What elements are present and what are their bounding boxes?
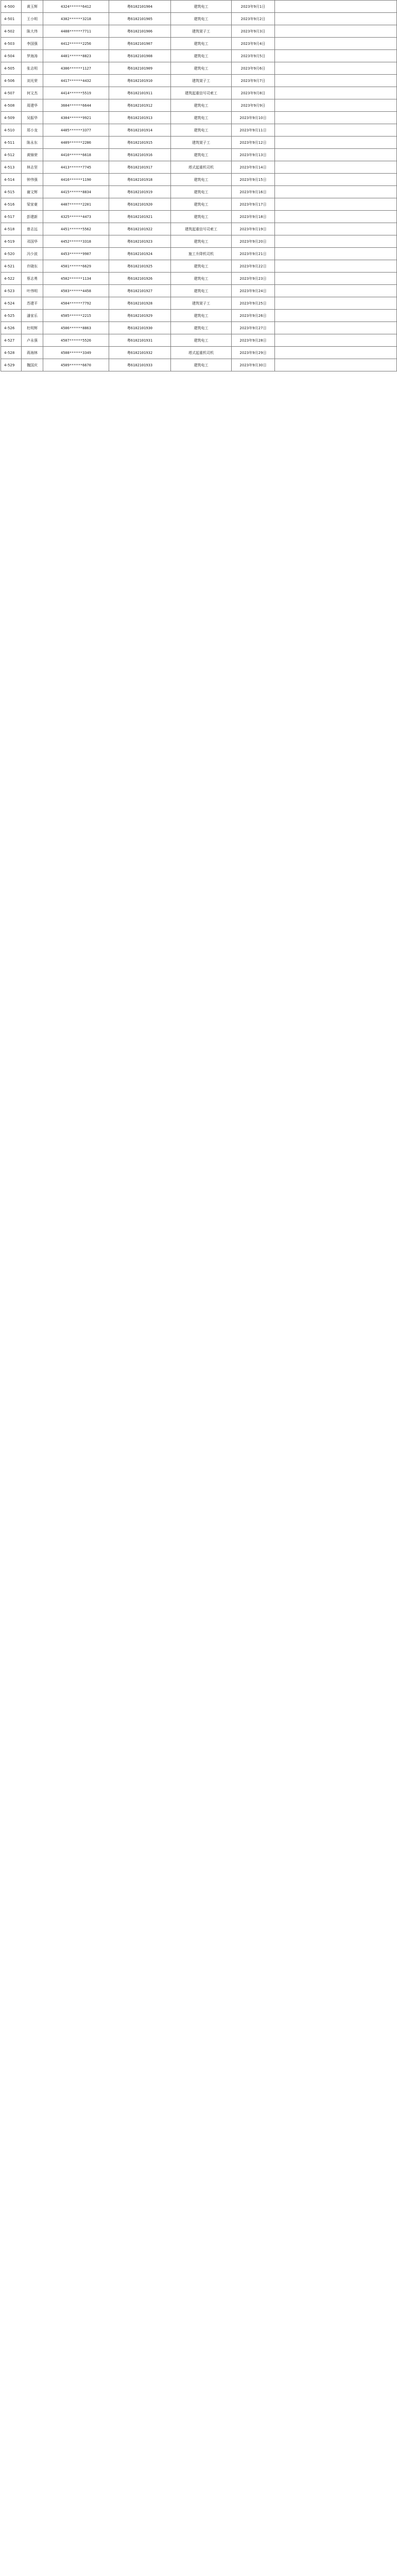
worker-name: 曾志远: [22, 223, 43, 235]
table-row: [1, 124, 397, 137]
id-number: 4304******9921: [43, 112, 109, 124]
id-number: 4507******5526: [43, 334, 109, 347]
blank-cell: [275, 62, 397, 75]
certificate-number: 粤6102101932: [109, 347, 171, 359]
blank-cell: [275, 186, 397, 198]
certificate-number: 粤6102101925: [109, 260, 171, 273]
table-row: [1, 198, 397, 211]
id-number: 4509******6670: [43, 359, 109, 371]
table-row: [1, 359, 397, 371]
trade: 塔式起重机司机: [171, 347, 232, 359]
id-number: 4417******4432: [43, 75, 109, 87]
worker-name: 刘光荣: [22, 75, 43, 87]
trade: 建筑电工: [171, 149, 232, 161]
certificate-number: 粤6102101918: [109, 174, 171, 186]
blank-cell: [275, 273, 397, 285]
blank-cell: [275, 38, 397, 50]
worker-name: 李国强: [22, 38, 43, 50]
issue-date: 2023年9月14日: [232, 161, 275, 174]
table-row: [1, 75, 397, 87]
issue-date: 2023年9月27日: [232, 322, 275, 334]
blank-cell: [275, 174, 397, 186]
worker-name: 陈永东: [22, 137, 43, 149]
row-number: 4-512: [1, 149, 22, 161]
issue-date: 2023年9月23日: [232, 273, 275, 285]
table-row: [1, 13, 397, 25]
certificate-number: 粤6102101919: [109, 186, 171, 198]
worker-name: 黄玉辉: [22, 1, 43, 13]
id-number: 4508******3349: [43, 347, 109, 359]
issue-date: 2023年9月6日: [232, 62, 275, 75]
trade: 建筑电工: [171, 359, 232, 371]
trade: 建筑电工: [171, 174, 232, 186]
worker-name: 许晓东: [22, 260, 43, 273]
trade: 塔式起重机司机: [171, 161, 232, 174]
row-number: 4-521: [1, 260, 22, 273]
id-number: 4413******7745: [43, 161, 109, 174]
issue-date: 2023年9月29日: [232, 347, 275, 359]
table-row: [1, 174, 397, 186]
certificate-number: 粤6102101915: [109, 137, 171, 149]
issue-date: 2023年9月10日: [232, 112, 275, 124]
worker-name: 郑小龙: [22, 124, 43, 137]
blank-cell: [275, 198, 397, 211]
certificate-number: 粤6102101907: [109, 38, 171, 50]
trade: 建筑电工: [171, 50, 232, 62]
id-number: 4414******5519: [43, 87, 109, 99]
trade: 建筑电工: [171, 1, 232, 13]
id-number: 4302******3218: [43, 13, 109, 25]
issue-date: 2023年9月5日: [232, 50, 275, 62]
worker-name: 王小明: [22, 13, 43, 25]
trade: 建筑起重信号司索工: [171, 223, 232, 235]
certificate-number: 粤6102101928: [109, 297, 171, 310]
trade: 建筑电工: [171, 273, 232, 285]
worker-name: 苏建平: [22, 297, 43, 310]
row-number: 4-529: [1, 359, 22, 371]
worker-name: 陈大伟: [22, 25, 43, 38]
blank-cell: [275, 347, 397, 359]
id-number: 4416******1190: [43, 174, 109, 186]
table-row: [1, 137, 397, 149]
row-number: 4-520: [1, 248, 22, 260]
row-number: 4-506: [1, 75, 22, 87]
issue-date: 2023年9月21日: [232, 248, 275, 260]
trade: 建筑电工: [171, 235, 232, 248]
issue-date: 2023年9月9日: [232, 99, 275, 112]
row-number: 4-516: [1, 198, 22, 211]
trade: 建筑电工: [171, 211, 232, 223]
worker-name: 蔡志勇: [22, 273, 43, 285]
trade: 建筑起重信号司索工: [171, 87, 232, 99]
worker-name: 张志明: [22, 62, 43, 75]
trade: 施工升降机司机: [171, 248, 232, 260]
issue-date: 2023年9月30日: [232, 359, 275, 371]
certificate-number: 粤6102101906: [109, 25, 171, 38]
trade: 建筑电工: [171, 310, 232, 322]
row-number: 4-504: [1, 50, 22, 62]
blank-cell: [275, 1, 397, 13]
table-row: [1, 211, 397, 223]
blank-cell: [275, 112, 397, 124]
worker-name: 杜明辉: [22, 322, 43, 334]
trade: 建筑电工: [171, 124, 232, 137]
issue-date: 2023年9月2日: [232, 13, 275, 25]
table-row: [1, 347, 397, 359]
worker-name: 潘家乐: [22, 310, 43, 322]
issue-date: 2023年9月1日: [232, 1, 275, 13]
id-number: 4412******2256: [43, 38, 109, 50]
id-number: 4325******4473: [43, 211, 109, 223]
issue-date: 2023年9月3日: [232, 25, 275, 38]
row-number: 4-525: [1, 310, 22, 322]
blank-cell: [275, 50, 397, 62]
row-number: 4-507: [1, 87, 22, 99]
id-number: 4409******2286: [43, 137, 109, 149]
id-number: 4506******8863: [43, 322, 109, 334]
issue-date: 2023年9月18日: [232, 211, 275, 223]
certificate-number: 粤6102101913: [109, 112, 171, 124]
trade: 建筑架子工: [171, 297, 232, 310]
trade: 建筑电工: [171, 62, 232, 75]
id-number: 4306******1127: [43, 62, 109, 75]
certificate-number: 粤6102101914: [109, 124, 171, 137]
table-row: [1, 297, 397, 310]
worker-name: 何文杰: [22, 87, 43, 99]
trade: 建筑电工: [171, 260, 232, 273]
table-row: [1, 38, 397, 50]
roster-table: [1, 0, 397, 371]
issue-date: 2023年9月20日: [232, 235, 275, 248]
table-row: [1, 50, 397, 62]
table-row: [1, 161, 397, 174]
id-number: 4501******6629: [43, 260, 109, 273]
trade: 建筑电工: [171, 334, 232, 347]
issue-date: 2023年9月25日: [232, 297, 275, 310]
certificate-number: 粤6102101931: [109, 334, 171, 347]
issue-date: 2023年9月16日: [232, 186, 275, 198]
certificate-number: 粤6102101908: [109, 50, 171, 62]
row-number: 4-515: [1, 186, 22, 198]
issue-date: 2023年9月24日: [232, 285, 275, 297]
trade: 建筑电工: [171, 285, 232, 297]
table-row: [1, 248, 397, 260]
worker-name: 黄锦荣: [22, 149, 43, 161]
blank-cell: [275, 13, 397, 25]
table-row: [1, 186, 397, 198]
row-number: 4-523: [1, 285, 22, 297]
worker-name: 冯少波: [22, 248, 43, 260]
row-number: 4-527: [1, 334, 22, 347]
worker-name: 周建华: [22, 99, 43, 112]
table-row: [1, 273, 397, 285]
table-row: [1, 235, 397, 248]
worker-name: 钟伟强: [22, 174, 43, 186]
id-number: 4324******6412: [43, 1, 109, 13]
certificate-number: 粤6102101929: [109, 310, 171, 322]
certificate-number: 粤6102101905: [109, 13, 171, 25]
worker-name: 罗海涛: [22, 50, 43, 62]
issue-date: 2023年9月11日: [232, 124, 275, 137]
worker-name: 谢文辉: [22, 186, 43, 198]
row-number: 4-519: [1, 235, 22, 248]
blank-cell: [275, 297, 397, 310]
blank-cell: [275, 260, 397, 273]
issue-date: 2023年9月13日: [232, 149, 275, 161]
table-row: [1, 112, 397, 124]
worker-name: 吴振华: [22, 112, 43, 124]
blank-cell: [275, 223, 397, 235]
certificate-number: 粤6102101911: [109, 87, 171, 99]
id-number: 4505******2215: [43, 310, 109, 322]
row-number: 4-511: [1, 137, 22, 149]
blank-cell: [275, 99, 397, 112]
row-number: 4-524: [1, 297, 22, 310]
issue-date: 2023年9月28日: [232, 334, 275, 347]
id-number: 4453******9907: [43, 248, 109, 260]
worker-name: 魏国庆: [22, 359, 43, 371]
table-row: [1, 322, 397, 334]
trade: 建筑电工: [171, 112, 232, 124]
worker-name: 蒋海林: [22, 347, 43, 359]
certificate-number: 粤6102101909: [109, 62, 171, 75]
trade: 建筑电工: [171, 198, 232, 211]
certificate-number: 粤6102101927: [109, 285, 171, 297]
certificate-number: 粤6102101912: [109, 99, 171, 112]
table-row: [1, 149, 397, 161]
trade: 建筑电工: [171, 38, 232, 50]
issue-date: 2023年9月15日: [232, 174, 275, 186]
blank-cell: [275, 124, 397, 137]
id-number: 4504******7792: [43, 297, 109, 310]
row-number: 4-522: [1, 273, 22, 285]
certificate-number: 粤6102101917: [109, 161, 171, 174]
certificate-number: 粤6102101916: [109, 149, 171, 161]
blank-cell: [275, 87, 397, 99]
trade: 建筑电工: [171, 99, 232, 112]
trade: 建筑架子工: [171, 75, 232, 87]
id-number: 3604******6644: [43, 99, 109, 112]
blank-cell: [275, 149, 397, 161]
worker-name: 邓国华: [22, 235, 43, 248]
id-number: 4415******8834: [43, 186, 109, 198]
blank-cell: [275, 161, 397, 174]
id-number: 4401******8823: [43, 50, 109, 62]
blank-cell: [275, 75, 397, 87]
row-number: 4-505: [1, 62, 22, 75]
certificate-number: 粤6102101904: [109, 1, 171, 13]
id-number: 4410******6618: [43, 149, 109, 161]
worker-name: 彭建新: [22, 211, 43, 223]
blank-cell: [275, 211, 397, 223]
row-number: 4-509: [1, 112, 22, 124]
issue-date: 2023年9月19日: [232, 223, 275, 235]
row-number: 4-508: [1, 99, 22, 112]
issue-date: 2023年9月7日: [232, 75, 275, 87]
row-number: 4-518: [1, 223, 22, 235]
row-number: 4-514: [1, 174, 22, 186]
row-number: 4-526: [1, 322, 22, 334]
row-number: 4-501: [1, 13, 22, 25]
issue-date: 2023年9月26日: [232, 310, 275, 322]
blank-cell: [275, 235, 397, 248]
trade: 建筑架子工: [171, 25, 232, 38]
table-row: [1, 285, 397, 297]
blank-cell: [275, 310, 397, 322]
table-row: [1, 25, 397, 38]
blank-cell: [275, 359, 397, 371]
certificate-number: 粤6102101926: [109, 273, 171, 285]
worker-name: 林志坚: [22, 161, 43, 174]
blank-cell: [275, 137, 397, 149]
table-row: [1, 260, 397, 273]
table-row: [1, 223, 397, 235]
trade: 建筑电工: [171, 13, 232, 25]
issue-date: 2023年9月8日: [232, 87, 275, 99]
blank-cell: [275, 25, 397, 38]
certificate-number: 粤6102101933: [109, 359, 171, 371]
trade: 建筑电工: [171, 322, 232, 334]
blank-cell: [275, 334, 397, 347]
issue-date: 2023年9月4日: [232, 38, 275, 50]
certificate-number: 粤6102101921: [109, 211, 171, 223]
issue-date: 2023年9月17日: [232, 198, 275, 211]
blank-cell: [275, 285, 397, 297]
id-number: 4408******7711: [43, 25, 109, 38]
blank-cell: [275, 322, 397, 334]
certificate-number: 粤6102101910: [109, 75, 171, 87]
table-row: [1, 62, 397, 75]
id-number: 4502******1134: [43, 273, 109, 285]
row-number: 4-510: [1, 124, 22, 137]
table-row: [1, 1, 397, 13]
row-number: 4-502: [1, 25, 22, 38]
table-row: [1, 87, 397, 99]
table-row: [1, 310, 397, 322]
id-number: 4452******3318: [43, 235, 109, 248]
table-row: [1, 334, 397, 347]
trade: 建筑电工: [171, 186, 232, 198]
certificate-number: 粤6102101930: [109, 322, 171, 334]
certificate-number: 粤6102101922: [109, 223, 171, 235]
id-number: 4451******5562: [43, 223, 109, 235]
certificate-number: 粤6102101920: [109, 198, 171, 211]
issue-date: 2023年9月22日: [232, 260, 275, 273]
certificate-number: 粤6102101923: [109, 235, 171, 248]
id-number: 4407******2201: [43, 198, 109, 211]
row-number: 4-517: [1, 211, 22, 223]
row-number: 4-513: [1, 161, 22, 174]
issue-date: 2023年9月12日: [232, 137, 275, 149]
id-number: 4405******3377: [43, 124, 109, 137]
table-row: [1, 99, 397, 112]
id-number: 4503******4458: [43, 285, 109, 297]
worker-name: 卢永强: [22, 334, 43, 347]
certificate-number: 粤6102101924: [109, 248, 171, 260]
row-number: 4-503: [1, 38, 22, 50]
trade: 建筑架子工: [171, 137, 232, 149]
worker-name: 叶伟明: [22, 285, 43, 297]
worker-name: 梁家豪: [22, 198, 43, 211]
row-number: 4-500: [1, 1, 22, 13]
blank-cell: [275, 248, 397, 260]
row-number: 4-528: [1, 347, 22, 359]
